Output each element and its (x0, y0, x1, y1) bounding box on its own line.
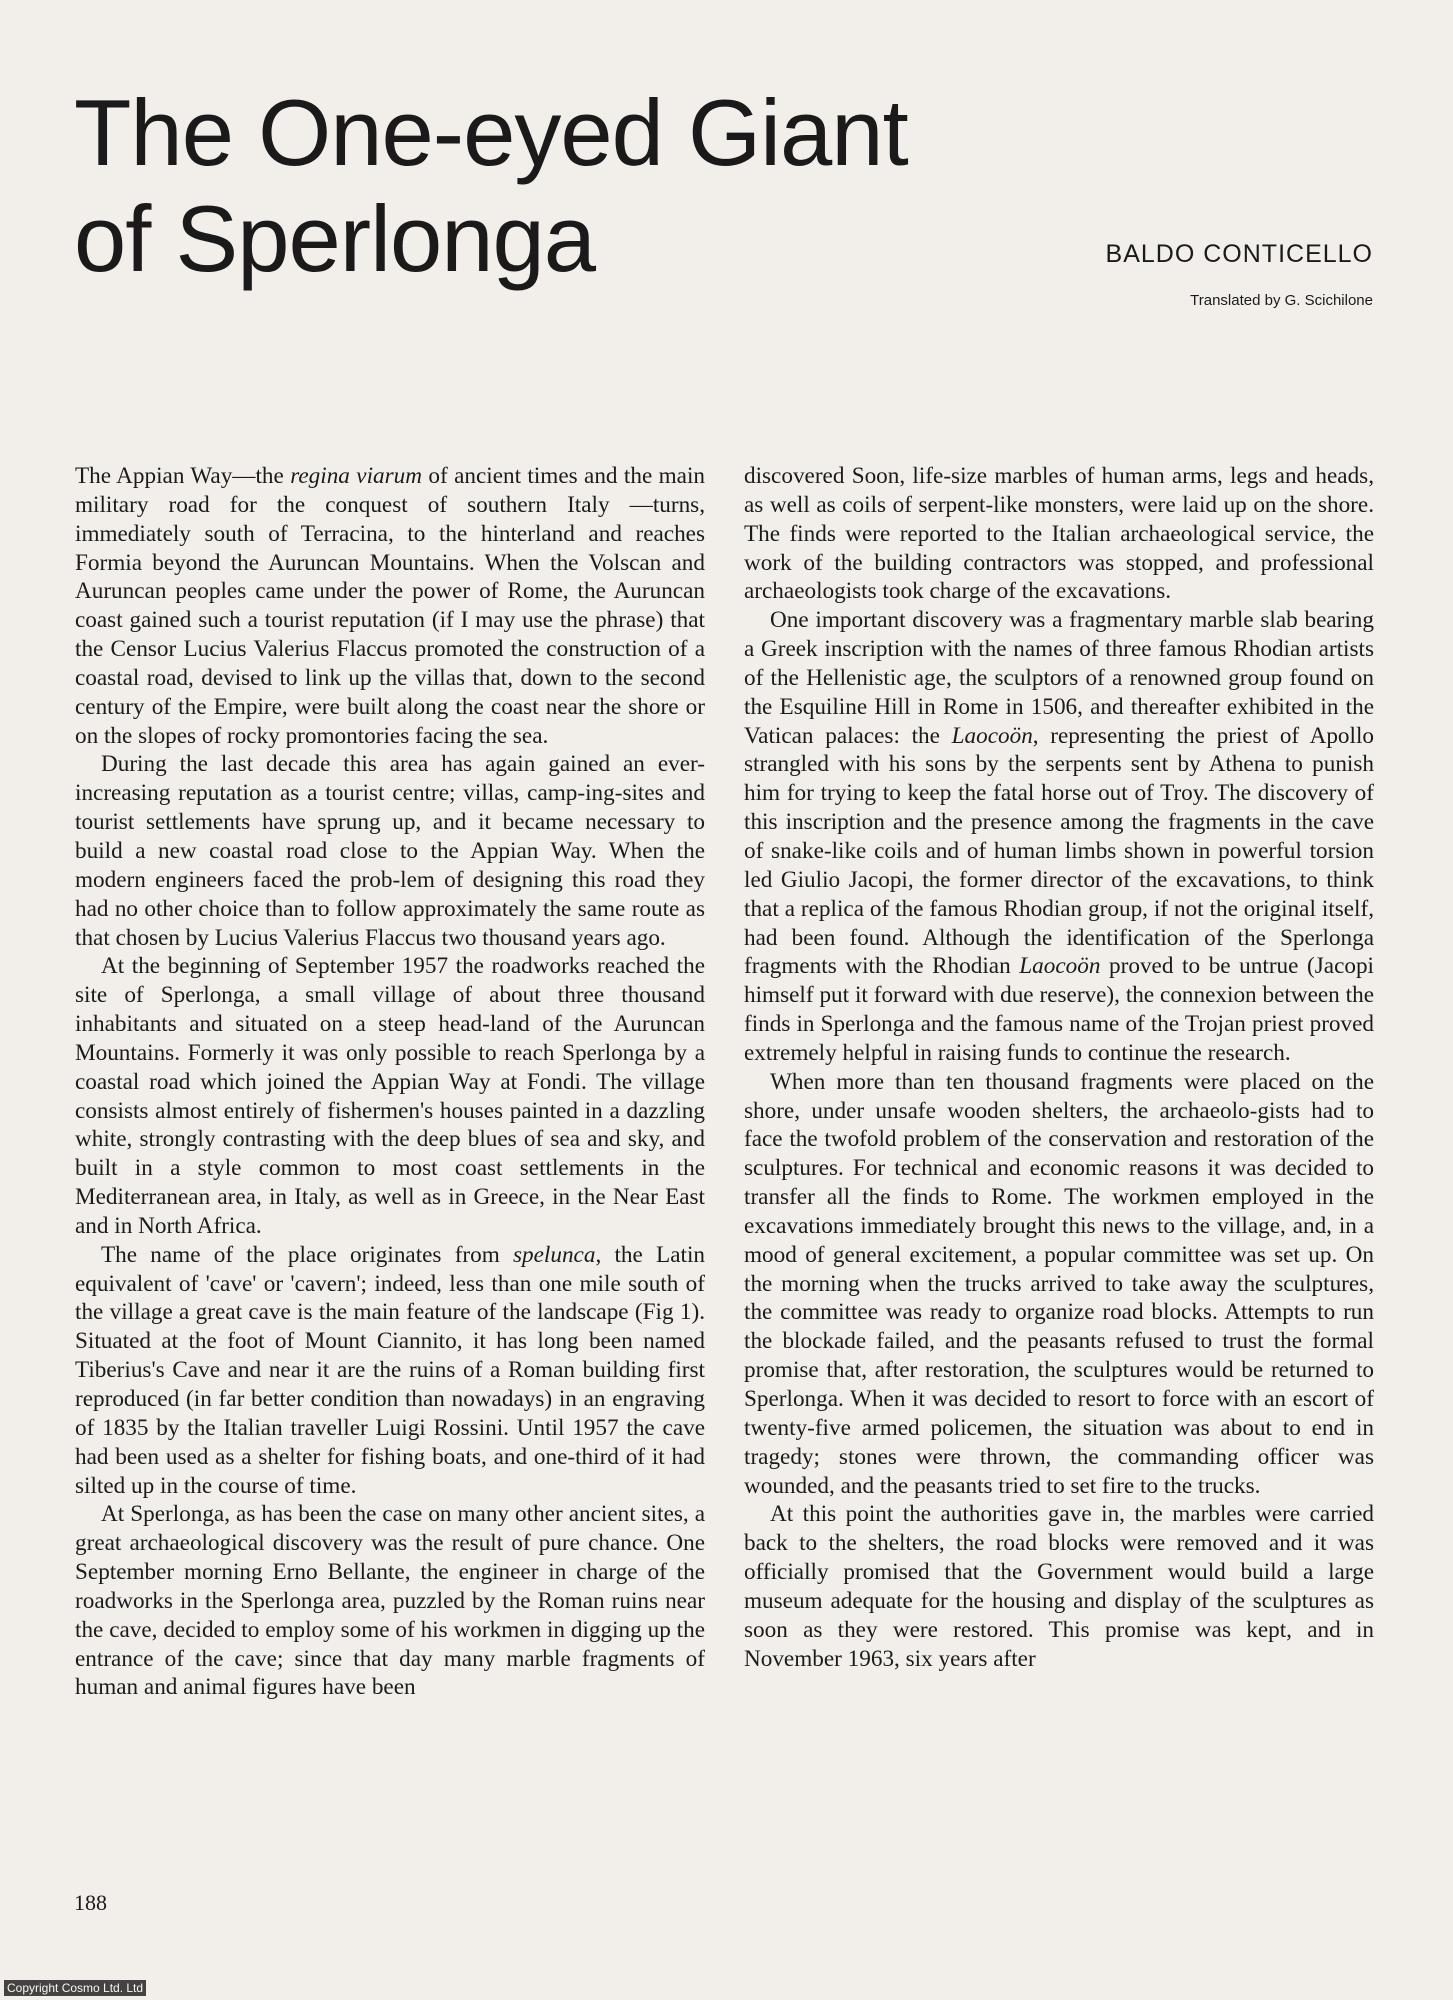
paragraph: At Sperlonga, as has been the case on many other ancient sites, a great archaeological discovery was the result of pure chance. One September morning Erno Bellante, the engineer in charge of the roadworks in the Sperlonga area, puzzled by the Roman ruins near the cave, decided to employ some of his workmen in digging up the entrance of the cave; since that day many marble fragments of human and animal figures have been (75, 1501, 705, 1701)
paragraph: The name of the place originates from spelunca, the Latin equivalent of 'cave' or 'cavern'; indeed, less than one mile south of the village a great cave is the main feature of the landscape (Fig 1). Situated at the foot of Mount Ciannito, it has long been named Tiberius's Cave and near it are the ruins of a Roman building first reproduced (in far better condition than nowadays) in an engraving of 1835 by the Italian traveller Luigi Rossini. Until 1957 the cave had been used as a shelter for fishing boats, and one-third of it had silted up in the course of time. (75, 1241, 705, 1499)
text-column-left (75, 462, 705, 1702)
paragraph: At the beginning of September 1957 the roadworks reached the site of Sperlonga, a small village of about three thousand inhabitants and situated on a steep head-land of the Auruncan Mountains. Formerly it was only possible to reach Sperlonga by a coastal road which joined the Appian Way at Fondi. The village consists almost entirely of fishermen's houses painted in a dazzling white, strongly contrasting with the deep blues of sea and sky, and built in a style common to most coast settlements in the Mediterranean area, in Italy, as well as in Greece, in the Near East and in North Africa. (75, 953, 705, 1239)
paragraph: At this point the authorities gave in, the marbles were carried back to the shelters, the road blocks were removed and it was officially promised that the Government would build a large museum adequate for the housing and display of the sculptures as soon as they were restored. This promise was kept, and in November 1963, six years after (744, 1501, 1374, 1672)
italic-term: regina viarum (290, 463, 422, 489)
paragraph: During the last decade this area has again gained an ever-increasing reputation as a tourist centre; villas, camp-ing-sites and tourist settlements have sprung up, and it became necessary to build a new coastal road close to the Appian Way. When the modern engineers faced the prob-lem of designing this road they had no other choice than to follow approximately the same route as that chosen by Lucius Valerius Flaccus two thousand years ago. (75, 751, 705, 951)
paragraph: discovered Soon, life-size marbles of human arms, legs and heads, as well as coils of serpent-like monsters, were laid up on the shore. The finds were reported to the Italian archaeological service, the work of the building contractors was stopped, and professional archaeologists took charge of the excavations. (744, 463, 1374, 605)
title-line-2: of Sperlonga (74, 186, 596, 291)
title-line-1: The One-eyed Giant (74, 80, 908, 185)
text-column-right (744, 462, 1374, 1673)
italic-term: Laocoön (951, 722, 1033, 749)
italic-term: spelunca (513, 1241, 596, 1268)
italic-term: Laocoön (1019, 953, 1101, 980)
author-byline: BALDO CONTICELLO (1105, 240, 1373, 268)
page-number: 188 (74, 1890, 107, 1915)
paragraph: The Appian Way—the regina viarum of ancient times and the main military road for the conquest of southern Italy —turns, immediately south of Terracina, to the hinterland and reaches Formia beyond the Auruncan Mountains. When the Volscan and Auruncan peoples came under the power of Rome, the Auruncan coast gained such a tourist reputation (if I may use the phrase) that the Censor Lucius Valerius Flaccus promoted the construction of a coastal road, devised to link up the villas that, down to the second century of the Empire, were built along the coast near the shore or on the slopes of rocky promontories facing the sea. (75, 463, 705, 749)
translator-credit: Translated by G. Scichilone (1190, 292, 1373, 309)
copyright-watermark: Copyright Cosmo Ltd. Ltd (4, 1980, 146, 1996)
article-title (74, 80, 974, 292)
paragraph: One important discovery was a fragmentary marble slab bearing a Greek inscription with the names of three famous Rhodian artists of the Hellenistic age, the sculptors of a renowned group found on the Esquiline Hill in Rome in 1506, and thereafter exhibited in the Vatican palaces: the Laocoön, representing the priest of Apollo strangled with his sons by the serpents sent by Athena to punish him for trying to keep the fatal horse out of Troy. The discovery of this inscription and the presence among the fragments in the cave of snake-like coils and of human limbs shown in powerful torsion led Giulio Jacopi, the former director of the excavations, to think that a replica of the famous Rhodian group, if not the original itself, had been found. Although the identification of the Sperlonga fragments with the Rhodian Laocoön proved to be untrue (Jacopi himself put it forward with due reserve), the connexion between the finds in Sperlonga and the famous name of the Trojan priest proved extremely helpful in raising funds to continue the research. (744, 607, 1374, 1066)
paragraph: When more than ten thousand fragments were placed on the shore, under unsafe wooden shelters, the archaeolo-gists had to face the twofold problem of the conservation and restoration of the sculptures. For technical and economic reasons it was decided to transfer all the finds to Rome. The workmen employed in the excavations immediately brought this news to the village, and, in a mood of general excitement, a popular committee was set up. On the morning when the trucks arrived to take away the sculptures, the committee was ready to organize road blocks. Attempts to run the blockade failed, and the peasants refused to trust the formal promise that, after restoration, the sculptures would be returned to Sperlonga. When it was decided to resort to force with an escort of twenty-five armed policemen, the situation was about to end in tragedy; stones were thrown, the commanding officer was wounded, and the peasants tried to set fire to the trucks. (744, 1068, 1374, 1499)
